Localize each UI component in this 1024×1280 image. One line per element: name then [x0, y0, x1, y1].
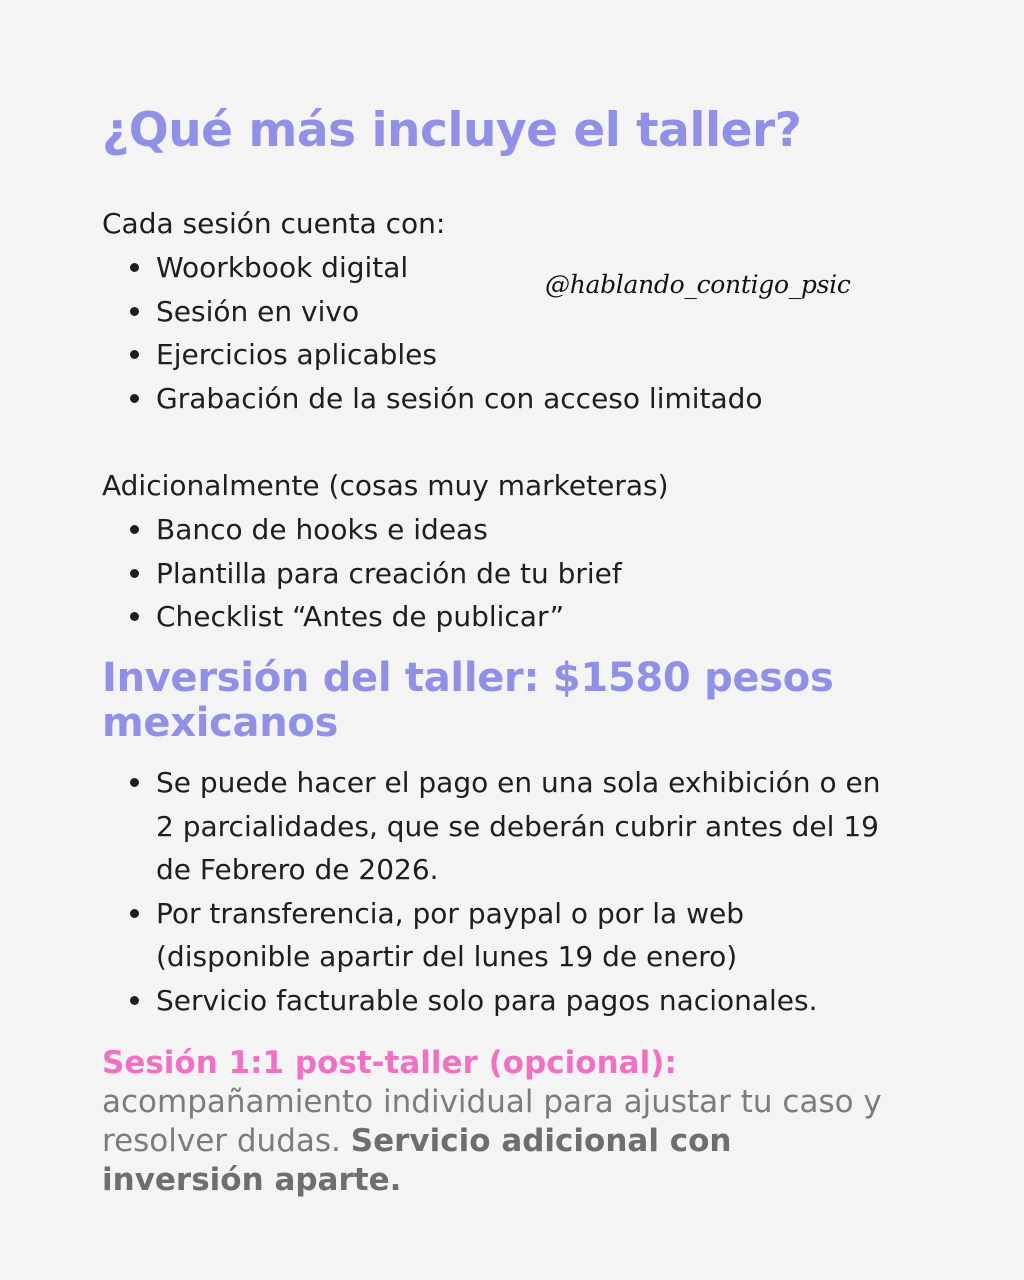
bullet-icon — [130, 909, 139, 918]
bullet-icon — [130, 394, 139, 403]
included-list — [102, 246, 882, 420]
list-item — [102, 246, 882, 290]
session-description: acompañamiento individual para ajustar tu caso y resolver dudas. — [102, 1084, 882, 1159]
list-item-text: Plantilla para creación de tu brief — [156, 556, 622, 590]
list-item-text: Servicio facturable solo para pagos nacionales. — [156, 983, 818, 1017]
investment-heading: Inversión del taller: $1580 pesos mexicanos — [102, 655, 834, 746]
social-handle: @hablando_contigo_psic — [545, 270, 851, 299]
list-item — [102, 892, 882, 979]
list-item-text: Sesión en vivo — [156, 294, 360, 328]
list-item — [102, 508, 882, 552]
additional-list — [102, 508, 882, 639]
list-item-text: Se puede hacer el pago en una sola exhibición o en 2 parcialidades, que se deberán cubrir antes del 19 de Febrero de 2026. — [156, 766, 881, 887]
bullet-icon — [130, 350, 139, 359]
bullet-icon — [130, 569, 139, 578]
page-title: ¿Qué más incluye el taller? — [102, 103, 802, 158]
list-item-text: Por transferencia, por paypal o por la web (disponible apartir del lunes 19 de enero) — [156, 896, 745, 974]
bullet-icon — [130, 612, 139, 621]
list-item-text: Ejercicios aplicables — [156, 338, 437, 372]
list-item — [102, 333, 882, 377]
bullet-icon — [130, 263, 139, 272]
bullet-icon — [130, 778, 139, 787]
section-intro: Adicionalmente (cosas muy marketeras) — [102, 469, 669, 502]
list-item-text: Grabación de la sesión con acceso limitado — [156, 381, 763, 415]
list-item-text: Banco de hooks e ideas — [156, 513, 488, 546]
list-item — [102, 377, 882, 421]
bullet-icon — [130, 307, 139, 316]
list-item — [102, 595, 882, 639]
session-info — [102, 1044, 892, 1200]
section-intro: Cada sesión cuenta con: — [102, 207, 446, 240]
bullet-icon — [130, 525, 139, 534]
list-item — [102, 979, 882, 1023]
session-heading: Sesión 1:1 post-taller (opcional): — [102, 1045, 677, 1081]
list-item — [102, 552, 882, 596]
list-item — [102, 290, 882, 334]
list-item-text: Checklist “Antes de publicar” — [156, 600, 565, 634]
bullet-icon — [130, 996, 139, 1005]
payment-list — [102, 761, 882, 1023]
list-item-text: Woorkbook digital — [156, 251, 409, 284]
session-emphasis: Servicio adicional con inversión aparte. — [102, 1123, 732, 1198]
list-item — [102, 761, 882, 892]
